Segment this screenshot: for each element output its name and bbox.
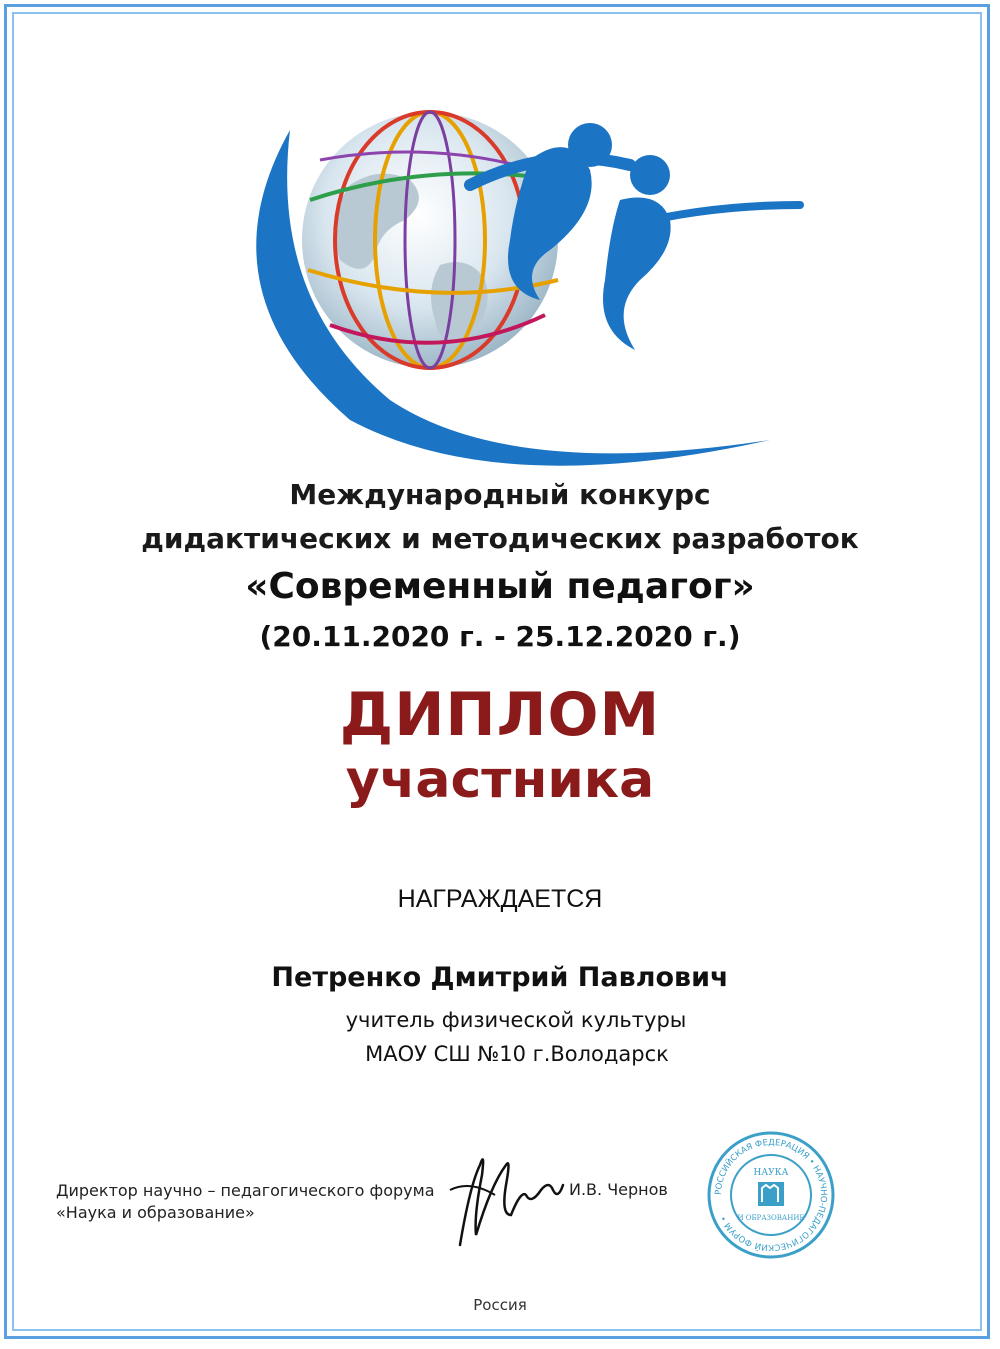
contest-name: «Современный педагог» xyxy=(245,566,755,607)
diploma-subtitle: участника xyxy=(345,750,655,810)
recipient-position: учитель физической культуры xyxy=(345,1008,687,1032)
contest-dates: (20.11.2020 г. - 25.12.2020 г.) xyxy=(259,620,741,653)
director-title xyxy=(56,1180,435,1224)
recipient-name: Петренко Дмитрий Павлович xyxy=(271,962,729,993)
contest-line2: дидактических и методических разработок xyxy=(141,522,859,555)
country: Россия xyxy=(473,1296,527,1314)
svg-text:НАУКА: НАУКА xyxy=(753,1168,789,1178)
svg-text:И ОБРАЗОВАНИЕ: И ОБРАЗОВАНИЕ xyxy=(737,1214,805,1222)
recipient-school: МАОУ СШ №10 г.Володарск xyxy=(365,1042,669,1066)
signature-icon xyxy=(440,1150,570,1260)
globe-logo-icon xyxy=(230,90,830,470)
contest-line1: Международный конкурс xyxy=(289,478,711,511)
director-line2: «Наука и образование» xyxy=(56,1203,255,1222)
svg-text:РОССИЙСКАЯ ФЕДЕРАЦИЯ • НАУЧНО-: РОССИЙСКАЯ ФЕДЕРАЦИЯ • НАУЧНО-ПЕДАГОГИЧЕСКИЙ ФОРУМ • xyxy=(713,1137,829,1253)
awarded-label: НАГРАЖДАЕТСЯ xyxy=(397,885,603,913)
diploma-title: ДИПЛОМ xyxy=(339,680,661,750)
director-line1: Директор научно – педагогического форума xyxy=(56,1181,435,1200)
signer-name: И.В. Чернов xyxy=(569,1180,668,1199)
seal-icon xyxy=(706,1130,836,1260)
